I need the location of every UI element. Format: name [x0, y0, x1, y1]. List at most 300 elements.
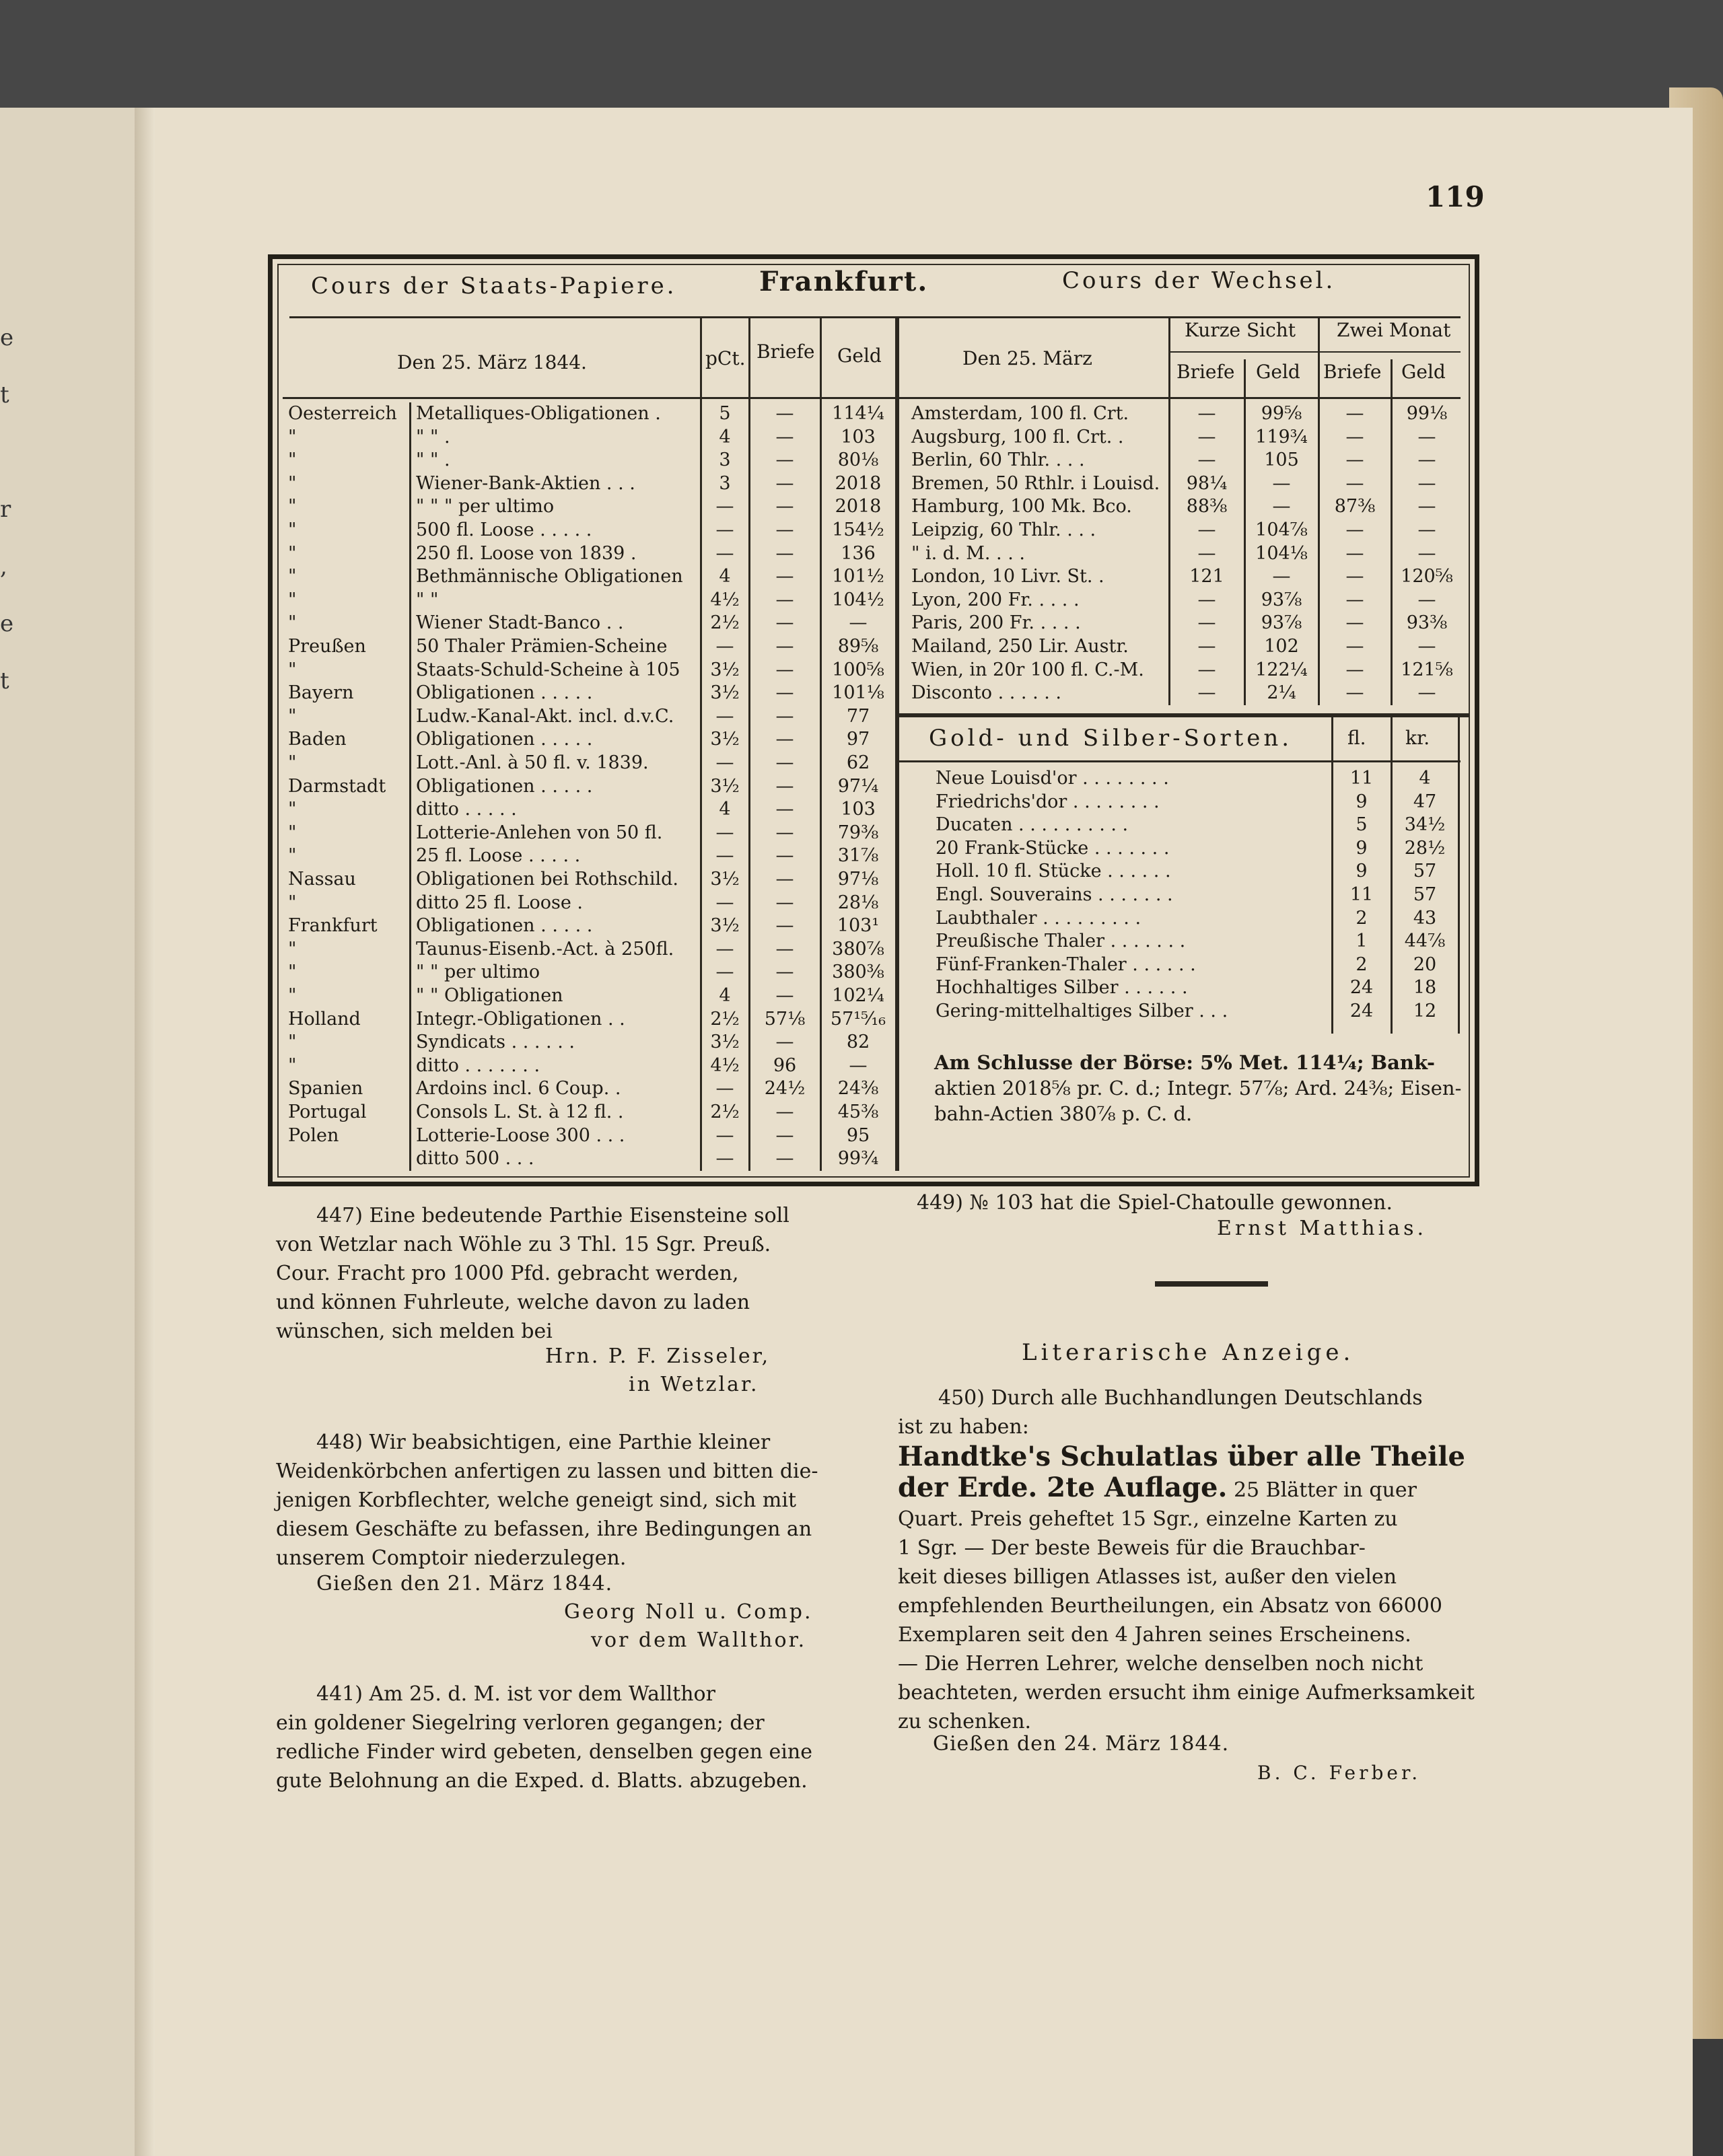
- ad-450-signature: B. C. Ferber.: [1257, 1762, 1421, 1784]
- wechsel-kurz-geld: 2¼: [1267, 682, 1296, 704]
- row-pct: —: [715, 962, 734, 983]
- row-country: ": [288, 519, 297, 540]
- gold-fl: 9: [1356, 861, 1368, 882]
- rule-under-gold-header: [899, 760, 1461, 762]
- wechsel-kurz-briefe: —: [1197, 450, 1216, 471]
- gold-fl: 11: [1349, 768, 1374, 789]
- row-geld: 380⅞: [832, 938, 884, 960]
- row-briefe: —: [775, 1124, 794, 1146]
- row-geld: 45⅜: [837, 1102, 879, 1122]
- gold-kr: 18: [1413, 977, 1437, 999]
- wechsel-kurz-geld: 122¼: [1255, 659, 1308, 680]
- wechsel-kurz-geld: 119¾: [1255, 426, 1308, 447]
- row-pct: 3½: [710, 1032, 740, 1053]
- row-country: Spanien: [288, 1078, 363, 1100]
- row-security-name: Bethmännische Obligationen: [416, 566, 683, 587]
- row-pct: 2½: [710, 1008, 740, 1030]
- wechsel-zwei-geld: —: [1417, 472, 1436, 494]
- row-security-name: Obligationen . . . . .: [416, 915, 593, 937]
- header-wechsel: Cours der Wechsel.: [1062, 267, 1336, 294]
- row-geld: 102¼: [832, 985, 884, 1006]
- row-briefe: —: [775, 426, 794, 447]
- wechsel-zwei-briefe: —: [1345, 426, 1364, 447]
- row-security-name: Wiener-Bank-Aktien . . .: [416, 472, 635, 494]
- kurze-briefe: Briefe: [1176, 361, 1235, 383]
- wechsel-kurz-briefe: —: [1197, 426, 1216, 447]
- row-geld: 97⅛: [837, 869, 879, 890]
- rule-under-colheads: [283, 397, 1461, 399]
- wechsel-place: " i. d. M. . . .: [911, 542, 1025, 564]
- row-pct: 3: [719, 450, 731, 471]
- wechsel-zwei-briefe: —: [1345, 589, 1364, 610]
- header-frankfurt: Frankfurt.: [759, 266, 929, 297]
- row-geld: 77: [846, 705, 870, 727]
- row-briefe: —: [775, 519, 794, 540]
- row-security-name: Obligationen . . . . .: [416, 682, 593, 704]
- row-briefe: 57⅛: [764, 1008, 806, 1030]
- row-country: ": [288, 659, 297, 680]
- row-briefe: —: [775, 915, 794, 937]
- wechsel-zwei-briefe: —: [1345, 472, 1364, 494]
- gold-coin-name: Engl. Souverains . . . . . . .: [936, 884, 1173, 905]
- row-country: Oesterreich: [288, 403, 397, 424]
- left-page-fragment: e t r , e t: [0, 324, 14, 694]
- row-briefe: —: [775, 566, 794, 587]
- row-pct: —: [715, 1148, 734, 1170]
- row-security-name: " " per ultimo: [416, 962, 540, 983]
- row-briefe: —: [775, 799, 794, 820]
- row-pct: —: [715, 705, 734, 727]
- wechsel-place: Hamburg, 100 Mk. Bco.: [911, 496, 1132, 517]
- wechsel-zwei-briefe: —: [1345, 542, 1364, 564]
- row-security-name: " " .: [416, 450, 450, 471]
- gold-fl: 11: [1349, 884, 1374, 905]
- ad-448: 448) Wir beabsichtigen, eine Parthie kleiner Weidenkörbchen anfertigen zu lassen und bitten die- jenigen Korbflechter, welche geneigt sind, sich mit diesem Geschäfte zu befassen, ihre Bedingungen an unserem Comptoir niederzulegen.: [276, 1431, 818, 1570]
- gold-kr: 12: [1413, 1001, 1437, 1021]
- wechsel-place: Mailand, 250 Lir. Austr.: [911, 636, 1129, 657]
- gold-kr: 28½: [1404, 837, 1446, 859]
- wechsel-place: Lyon, 200 Fr. . . . .: [911, 589, 1080, 610]
- row-briefe: —: [775, 775, 794, 797]
- gold-kr: 57: [1413, 884, 1437, 905]
- wechsel-kurz-geld: 99⅝: [1261, 403, 1302, 424]
- row-security-name: " " .: [416, 426, 450, 447]
- row-geld: 154½: [832, 519, 884, 540]
- row-country: Baden: [288, 729, 347, 750]
- kurze-sicht: Kurze Sicht: [1185, 319, 1296, 341]
- page-number: 119: [1426, 180, 1485, 213]
- ad-448-signature: Georg Noll u. Comp.: [564, 1600, 813, 1624]
- row-security-name: " " Obligationen: [416, 985, 563, 1006]
- wechsel-place: Amsterdam, 100 fl. Crt.: [911, 403, 1129, 424]
- row-security-name: ditto . . . . .: [416, 799, 517, 820]
- row-country: ": [288, 705, 297, 727]
- wechsel-zwei-geld: —: [1417, 519, 1436, 540]
- gold-kr: 20: [1413, 954, 1437, 975]
- row-briefe: —: [775, 472, 794, 494]
- row-briefe: —: [775, 1102, 794, 1122]
- row-country: ": [288, 799, 297, 820]
- row-geld: 104½: [832, 589, 884, 610]
- gold-col-fl: fl.: [1347, 727, 1366, 749]
- wechsel-kurz-briefe: 98¼: [1186, 472, 1228, 494]
- vline-fl: [1331, 717, 1333, 1034]
- gold-kr: 44⅞: [1404, 931, 1446, 952]
- row-geld: 79⅜: [837, 822, 879, 843]
- wechsel-kurz-geld: 105: [1264, 450, 1299, 471]
- wechsel-zwei-geld: 93⅜: [1406, 612, 1448, 634]
- wechsel-kurz-briefe: —: [1197, 612, 1216, 634]
- row-security-name: Consols L. St. à 12 fl. .: [416, 1102, 624, 1122]
- wechsel-kurz-geld: 104⅞: [1255, 519, 1308, 540]
- row-security-name: Integr.-Obligationen . .: [416, 1008, 625, 1030]
- wechsel-kurz-briefe: 88⅜: [1186, 496, 1228, 517]
- row-security-name: 250 fl. Loose von 1839 .: [416, 542, 637, 564]
- row-geld: 97: [846, 729, 870, 750]
- row-country: ": [288, 1032, 297, 1053]
- wechsel-zwei-geld: —: [1417, 426, 1436, 447]
- row-geld: 89⅝: [837, 636, 879, 657]
- gold-col-kr: kr.: [1405, 727, 1430, 749]
- row-country: Preußen: [288, 636, 366, 657]
- gold-kr: 4: [1419, 768, 1431, 789]
- gold-kr: 34½: [1404, 814, 1446, 836]
- row-geld: —: [849, 612, 868, 634]
- wechsel-place: Paris, 200 Fr. . . . .: [911, 612, 1081, 634]
- row-geld: 2018: [835, 496, 882, 517]
- row-security-name: Lotterie-Anlehen von 50 fl.: [416, 822, 663, 843]
- row-security-name: Obligationen bei Rothschild.: [416, 869, 678, 890]
- rule-above-gold: [899, 713, 1470, 717]
- wechsel-kurz-geld: 93⅞: [1261, 589, 1302, 610]
- row-geld: —: [849, 1054, 868, 1076]
- row-geld: 136: [841, 542, 876, 564]
- gold-fl: 9: [1356, 837, 1368, 859]
- row-pct: —: [715, 938, 734, 960]
- wechsel-kurz-geld: —: [1272, 496, 1291, 517]
- row-security-name: Wiener Stadt-Banco . .: [416, 612, 624, 634]
- row-pct: 2½: [710, 1102, 740, 1122]
- row-country: ": [288, 496, 297, 517]
- row-briefe: —: [775, 822, 794, 843]
- wechsel-zwei-geld: —: [1417, 450, 1436, 471]
- row-security-name: Ardoins incl. 6 Coup. .: [416, 1078, 621, 1100]
- row-country: Bayern: [288, 682, 354, 704]
- row-security-name: 500 fl. Loose . . . . .: [416, 519, 592, 540]
- row-pct: 2½: [710, 612, 740, 634]
- gold-coin-name: Fünf-Franken-Thaler . . . . . .: [936, 954, 1196, 975]
- wechsel-zwei-briefe: —: [1345, 636, 1364, 657]
- vline-briefe: [748, 318, 750, 1171]
- row-briefe: —: [775, 403, 794, 424]
- wechsel-kurz-geld: 93⅞: [1261, 612, 1302, 634]
- ad-450-date: Gießen den 24. März 1844.: [933, 1732, 1230, 1756]
- wechsel-kurz-briefe: —: [1197, 519, 1216, 540]
- wechsel-zwei-briefe: —: [1345, 450, 1364, 471]
- row-briefe: —: [775, 612, 794, 634]
- row-briefe: —: [775, 752, 794, 773]
- left-date: Den 25. März 1844.: [397, 351, 587, 373]
- row-country: ": [288, 845, 297, 867]
- wechsel-kurz-briefe: 121: [1189, 566, 1224, 587]
- row-country: Darmstadt: [288, 775, 386, 797]
- row-security-name: Syndicats . . . . . .: [416, 1032, 575, 1053]
- row-security-name: 50 Thaler Prämien-Scheine: [416, 636, 668, 657]
- row-country: ": [288, 472, 297, 494]
- row-country: ": [288, 962, 297, 983]
- gold-coin-name: Ducaten . . . . . . . . . .: [936, 814, 1129, 836]
- gold-coin-name: Friedrichs'dor . . . . . . . .: [936, 791, 1160, 812]
- gold-fl: 24: [1349, 977, 1374, 999]
- row-geld: 31⅞: [837, 845, 879, 867]
- gold-fl: 9: [1356, 791, 1368, 812]
- vline-kg: [1244, 359, 1246, 705]
- row-briefe: —: [775, 869, 794, 890]
- wechsel-place: Disconto . . . . . .: [911, 682, 1062, 704]
- row-pct: —: [715, 752, 734, 773]
- vline-zb: [1318, 318, 1320, 705]
- row-country: ": [288, 450, 297, 471]
- row-security-name: ditto . . . . . . .: [416, 1054, 540, 1076]
- row-country: ": [288, 589, 297, 610]
- row-country: Holland: [288, 1008, 361, 1030]
- row-geld: 24⅜: [837, 1078, 879, 1100]
- row-briefe: —: [775, 1032, 794, 1053]
- rule-under-header: [289, 316, 1461, 318]
- row-geld: 95: [846, 1124, 870, 1146]
- row-pct: 4: [719, 566, 731, 587]
- row-country: ": [288, 566, 297, 587]
- row-pct: —: [715, 1124, 734, 1146]
- row-geld: 62: [846, 752, 870, 773]
- wechsel-place: London, 10 Livr. St. .: [911, 566, 1104, 587]
- boerse-schluss: Am Schlusse der Börse: 5% Met. 114¼; Bank- aktien 2018⅝ pr. C. d.; Integr. 57⅞; Ard. 24⅜; Eisen- bahn-Actien 380⅞ p. C. d.: [934, 1051, 1462, 1125]
- row-pct: —: [715, 1078, 734, 1100]
- row-geld: 101⅛: [832, 682, 884, 704]
- row-geld: 103¹: [837, 915, 880, 937]
- row-pct: 3½: [710, 659, 740, 680]
- ad-448-date: Gießen den 21. März 1844.: [316, 1572, 613, 1595]
- row-pct: 3: [719, 472, 731, 494]
- row-security-name: " " " per ultimo: [416, 496, 555, 517]
- gold-coin-name: Holl. 10 fl. Stücke . . . . . .: [936, 861, 1171, 882]
- row-geld: 99¾: [837, 1148, 879, 1170]
- row-briefe: —: [775, 985, 794, 1006]
- row-geld: 97¼: [837, 775, 879, 797]
- wechsel-zwei-briefe: 87⅜: [1334, 496, 1376, 517]
- gold-coin-name: Laubthaler . . . . . . . . .: [936, 907, 1141, 929]
- row-country: Frankfurt: [288, 915, 378, 937]
- row-pct: —: [715, 542, 734, 564]
- row-briefe: —: [775, 892, 794, 913]
- row-pct: 3½: [710, 869, 740, 890]
- row-pct: —: [715, 892, 734, 913]
- row-country: ": [288, 822, 297, 843]
- row-country: ": [288, 938, 297, 960]
- wechsel-zwei-geld: —: [1417, 542, 1436, 564]
- vline-gold-right: [1458, 717, 1460, 1034]
- row-country: Nassau: [288, 869, 356, 890]
- row-briefe: —: [775, 962, 794, 983]
- gold-coin-name: Preußische Thaler . . . . . . .: [936, 931, 1186, 952]
- wechsel-zwei-briefe: —: [1345, 519, 1364, 540]
- row-briefe: —: [775, 705, 794, 727]
- wechsel-zwei-geld: —: [1417, 682, 1436, 704]
- row-geld: 2018: [835, 472, 882, 494]
- wechsel-kurz-geld: —: [1272, 566, 1291, 587]
- row-briefe: 24½: [764, 1078, 806, 1100]
- row-country: Portugal: [288, 1102, 367, 1122]
- ad-449-signature: Ernst Matthias.: [1217, 1217, 1427, 1240]
- row-country: ": [288, 542, 297, 564]
- wechsel-kurz-geld: 104⅛: [1255, 542, 1308, 564]
- row-briefe: —: [775, 659, 794, 680]
- row-geld: 103: [841, 426, 876, 447]
- row-pct: —: [715, 519, 734, 540]
- wechsel-zwei-geld: 120⅝: [1401, 566, 1453, 587]
- gold-fl: 2: [1356, 954, 1368, 975]
- wechsel-zwei-briefe: —: [1345, 659, 1364, 680]
- wechsel-kurz-geld: —: [1272, 472, 1291, 494]
- gold-fl: 2: [1356, 907, 1368, 929]
- row-briefe: —: [775, 1148, 794, 1170]
- vline-split: [895, 318, 899, 1171]
- gold-coin-name: Neue Louisd'or . . . . . . . .: [936, 768, 1169, 789]
- wechsel-zwei-briefe: —: [1345, 566, 1364, 587]
- row-briefe: —: [775, 729, 794, 750]
- row-pct: 3½: [710, 729, 740, 750]
- wechsel-kurz-briefe: —: [1197, 542, 1216, 564]
- row-pct: 3½: [710, 775, 740, 797]
- row-pct: 5: [719, 403, 731, 424]
- gold-coin-name: 20 Frank-Stücke . . . . . . .: [936, 837, 1170, 859]
- wechsel-zwei-geld: —: [1417, 636, 1436, 657]
- row-security-name: Obligationen . . . . .: [416, 775, 593, 797]
- row-country: ": [288, 426, 297, 447]
- literarische-anzeige-heading: Literarische Anzeige.: [1022, 1339, 1355, 1366]
- wechsel-zwei-briefe: —: [1345, 403, 1364, 424]
- row-security-name: Taunus-Eisenb.-Act. à 250fl.: [416, 938, 674, 960]
- row-security-name: Staats-Schuld-Scheine à 105: [416, 659, 680, 680]
- row-country: ": [288, 892, 297, 913]
- wechsel-place: Bremen, 50 Rthlr. i Louisd.: [911, 472, 1160, 494]
- ad-441: 441) Am 25. d. M. ist vor dem Wallthor ein goldener Siegelring verloren gegangen; der redliche Finder wird gebeten, denselben gegen eine gute Belohnung an die Exped. d. Blatts. abzugeben.: [276, 1682, 812, 1793]
- row-pct: 4: [719, 799, 731, 820]
- ad-448-address: vor dem Wallthor.: [591, 1628, 807, 1652]
- wechsel-kurz-briefe: —: [1197, 659, 1216, 680]
- row-security-name: Lott.-Anl. à 50 fl. v. 1839.: [416, 752, 649, 773]
- wechsel-zwei-geld: —: [1417, 589, 1436, 610]
- row-security-name: Ludw.-Kanal-Akt. incl. d.v.C.: [416, 705, 674, 727]
- row-pct: 3½: [710, 682, 740, 704]
- row-pct: —: [715, 636, 734, 657]
- gold-kr: 43: [1413, 907, 1437, 929]
- zwei-briefe: Briefe: [1323, 361, 1382, 383]
- wechsel-place: Leipzig, 60 Thlr. . . .: [911, 519, 1096, 540]
- row-pct: —: [715, 845, 734, 867]
- separator-rule: [1155, 1281, 1268, 1287]
- wechsel-kurz-geld: 102: [1264, 636, 1299, 657]
- row-geld: 114¼: [832, 403, 884, 424]
- row-pct: —: [715, 822, 734, 843]
- row-briefe: —: [775, 589, 794, 610]
- row-briefe: —: [775, 496, 794, 517]
- vline-country: [409, 402, 411, 1171]
- kurze-geld: Geld: [1256, 361, 1300, 383]
- col-pct: pCt.: [705, 347, 746, 369]
- rule-under-kurze: [1170, 351, 1461, 353]
- row-pct: 4: [719, 426, 731, 447]
- gold-kr: 47: [1413, 791, 1437, 812]
- wechsel-kurz-briefe: —: [1197, 636, 1216, 657]
- row-briefe: —: [775, 450, 794, 471]
- row-geld: 100⅝: [832, 659, 884, 680]
- zwei-geld: Geld: [1401, 361, 1446, 383]
- gold-fl: 1: [1356, 931, 1368, 952]
- row-country: ": [288, 752, 297, 773]
- wechsel-zwei-geld: —: [1417, 496, 1436, 517]
- ad-447: 447) Eine bedeutende Parthie Eisensteine soll von Wetzlar nach Wöhle zu 3 Thl. 15 Sgr. Preuß. Cour. Fracht pro 1000 Pfd. gebracht werden, und können Fuhrleute, welche davon zu laden wünschen, sich melden bei: [276, 1204, 789, 1343]
- wechsel-kurz-briefe: —: [1197, 403, 1216, 424]
- gold-coin-name: Hochhaltiges Silber . . . . . .: [936, 977, 1188, 999]
- row-geld: 57¹⁵⁄₁₆: [830, 1008, 886, 1030]
- row-country: ": [288, 1054, 297, 1076]
- col-geld: Geld: [837, 345, 882, 367]
- vline-pct: [700, 318, 702, 1171]
- right-date: Den 25. März: [962, 347, 1092, 369]
- header-staats-papiere: Cours der Staats-Papiere.: [311, 273, 677, 299]
- ad-447-signature: Hrn. P. F. Zisseler,: [545, 1344, 771, 1368]
- row-briefe: —: [775, 682, 794, 704]
- row-security-name: Metalliques-Obligationen .: [416, 403, 661, 424]
- wechsel-place: Berlin, 60 Thlr. . . .: [911, 450, 1085, 471]
- row-security-name: 25 fl. Loose . . . . .: [416, 845, 581, 867]
- row-pct: 4½: [710, 589, 740, 610]
- vline-kr: [1391, 717, 1393, 1034]
- row-geld: 28⅛: [837, 892, 879, 913]
- wechsel-zwei-geld: 121⅝: [1401, 659, 1453, 680]
- row-country: Polen: [288, 1124, 339, 1146]
- wechsel-zwei-geld: 99⅛: [1406, 403, 1448, 424]
- gold-fl: 24: [1349, 1001, 1374, 1021]
- row-geld: 80⅛: [837, 450, 879, 471]
- ad-449: 449) № 103 hat die Spiel-Chatoulle gewonnen.: [917, 1191, 1393, 1215]
- row-geld: 103: [841, 799, 876, 820]
- gold-fl: 5: [1356, 814, 1368, 836]
- row-briefe: —: [775, 938, 794, 960]
- vline-geld: [820, 318, 822, 1171]
- wechsel-zwei-briefe: —: [1345, 682, 1364, 704]
- row-security-name: ditto 25 fl. Loose .: [416, 892, 584, 913]
- gold-coin-name: Gering-mittelhaltiges Silber . . .: [936, 1001, 1228, 1021]
- row-geld: 101½: [832, 566, 884, 587]
- row-pct: 3½: [710, 915, 740, 937]
- row-briefe: —: [775, 845, 794, 867]
- wechsel-kurz-briefe: —: [1197, 589, 1216, 610]
- col-briefe: Briefe: [757, 340, 815, 363]
- row-security-name: ditto 500 . . .: [416, 1148, 534, 1170]
- ad-447-place: in Wetzlar.: [629, 1373, 759, 1396]
- row-briefe: —: [775, 542, 794, 564]
- wechsel-place: Wien, in 20r 100 fl. C.-M.: [911, 659, 1144, 680]
- row-geld: 82: [846, 1032, 870, 1053]
- vline-kb: [1168, 318, 1170, 705]
- row-pct: —: [715, 496, 734, 517]
- wechsel-kurz-briefe: —: [1197, 682, 1216, 704]
- ad-450: 450) Durch alle Buchhandlungen Deutschlands ist zu haben: Handtke's Schulatlas über alle Theile der Erde. 2te Auflage. 25 Blätter in quer Quart. Preis geheftet 15 Sgr., einzelne Karten zu 1 Sgr. — Der beste Beweis für die Brauchbar- keit dieses billigen Atlasses ist, außer den vielen empfehlenden Beurtheilungen, ein Absatz von 66000 Exemplaren seit den 4 Jahren seines Erscheinens. — Die Herren Lehrer, welche denselben noch nicht beachteten, werden ersucht ihm einige Aufmerksamkeit zu schenken.: [898, 1386, 1475, 1733]
- row-country: ": [288, 985, 297, 1006]
- wechsel-place: Augsburg, 100 fl. Crt. .: [911, 426, 1124, 447]
